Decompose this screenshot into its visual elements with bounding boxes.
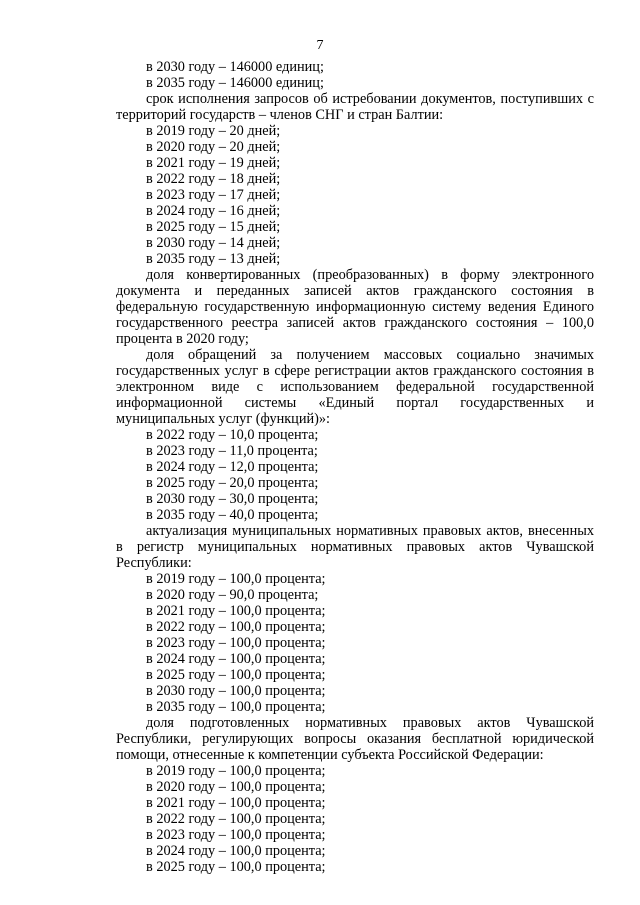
list-item: в 2035 году – 100,0 процента; (146, 699, 326, 715)
list-item: в 2030 году – 30,0 процента; (146, 491, 319, 507)
list-item: в 2024 году – 12,0 процента; (146, 459, 319, 475)
list-item: в 2023 году – 100,0 процента; (146, 827, 326, 843)
list-item: в 2020 году – 100,0 процента; (146, 779, 326, 795)
list-item: в 2020 году – 90,0 процента; (146, 587, 319, 603)
paragraph: актуализация муниципальных нормативных правовых актов, внесенных в регистр муниципальных нормативных правовых актов Чувашской Республики: (116, 523, 594, 571)
list-item: в 2024 году – 100,0 процента; (146, 843, 326, 859)
list-item: в 2019 году – 100,0 процента; (146, 571, 326, 587)
document-body (116, 59, 594, 875)
list-item: в 2025 году – 100,0 процента; (146, 859, 326, 875)
paragraph: доля подготовленных нормативных правовых актов Чувашской Республики, регулирующих вопросы оказания бесплатной юридической помощи, отнесенные к компетенции субъекта Российской Федерации: (116, 715, 594, 763)
list-item: в 2021 году – 19 дней; (146, 155, 281, 171)
list-item: в 2022 году – 100,0 процента; (146, 619, 326, 635)
list-item: в 2030 году – 146000 единиц; (146, 59, 324, 75)
page-number: 7 (316, 38, 324, 53)
list-item: в 2019 году – 100,0 процента; (146, 763, 326, 779)
list-item: в 2025 году – 15 дней; (146, 219, 281, 235)
list-item: в 2022 году – 10,0 процента; (146, 427, 319, 443)
list-item: в 2020 году – 20 дней; (146, 139, 281, 155)
list-item: в 2022 году – 18 дней; (146, 171, 281, 187)
list-item: в 2021 году – 100,0 процента; (146, 603, 326, 619)
list-item: в 2021 году – 100,0 процента; (146, 795, 326, 811)
paragraph: доля обращений за получением массовых социально значимых государственных услуг в сфере регистрации актов гражданского состояния в электронном виде с использованием федеральной государственной информационной системы «Единый портал государственных и муниципальных услуг (функций)»: (116, 347, 594, 427)
list-item: в 2035 году – 40,0 процента; (146, 507, 319, 523)
list-item: в 2030 году – 100,0 процента; (146, 683, 326, 699)
list-item: в 2030 году – 14 дней; (146, 235, 281, 251)
list-item: в 2019 году – 20 дней; (146, 123, 281, 139)
list-item: в 2023 году – 11,0 процента; (146, 443, 318, 459)
list-item: в 2022 году – 100,0 процента; (146, 811, 326, 827)
list-item: в 2025 году – 20,0 процента; (146, 475, 319, 491)
list-item: в 2024 году – 16 дней; (146, 203, 281, 219)
list-item: в 2024 году – 100,0 процента; (146, 651, 326, 667)
list-item: в 2023 году – 17 дней; (146, 187, 281, 203)
paragraph: срок исполнения запросов об истребовании документов, поступивших с территорий государств – членов СНГ и стран Балтии: (116, 91, 594, 123)
list-item: в 2035 году – 13 дней; (146, 251, 281, 267)
list-item: в 2025 году – 100,0 процента; (146, 667, 326, 683)
paragraph: доля конвертированных (преобразованных) в форму электронного документа и переданных записей актов гражданского состояния в федеральную государственную информационную систему ведения Единого государственного реестра записей актов гражданского состояния – 100,0 процента в 2020 году; (116, 267, 594, 347)
list-item: в 2035 году – 146000 единиц; (146, 75, 324, 91)
list-item: в 2023 году – 100,0 процента; (146, 635, 326, 651)
